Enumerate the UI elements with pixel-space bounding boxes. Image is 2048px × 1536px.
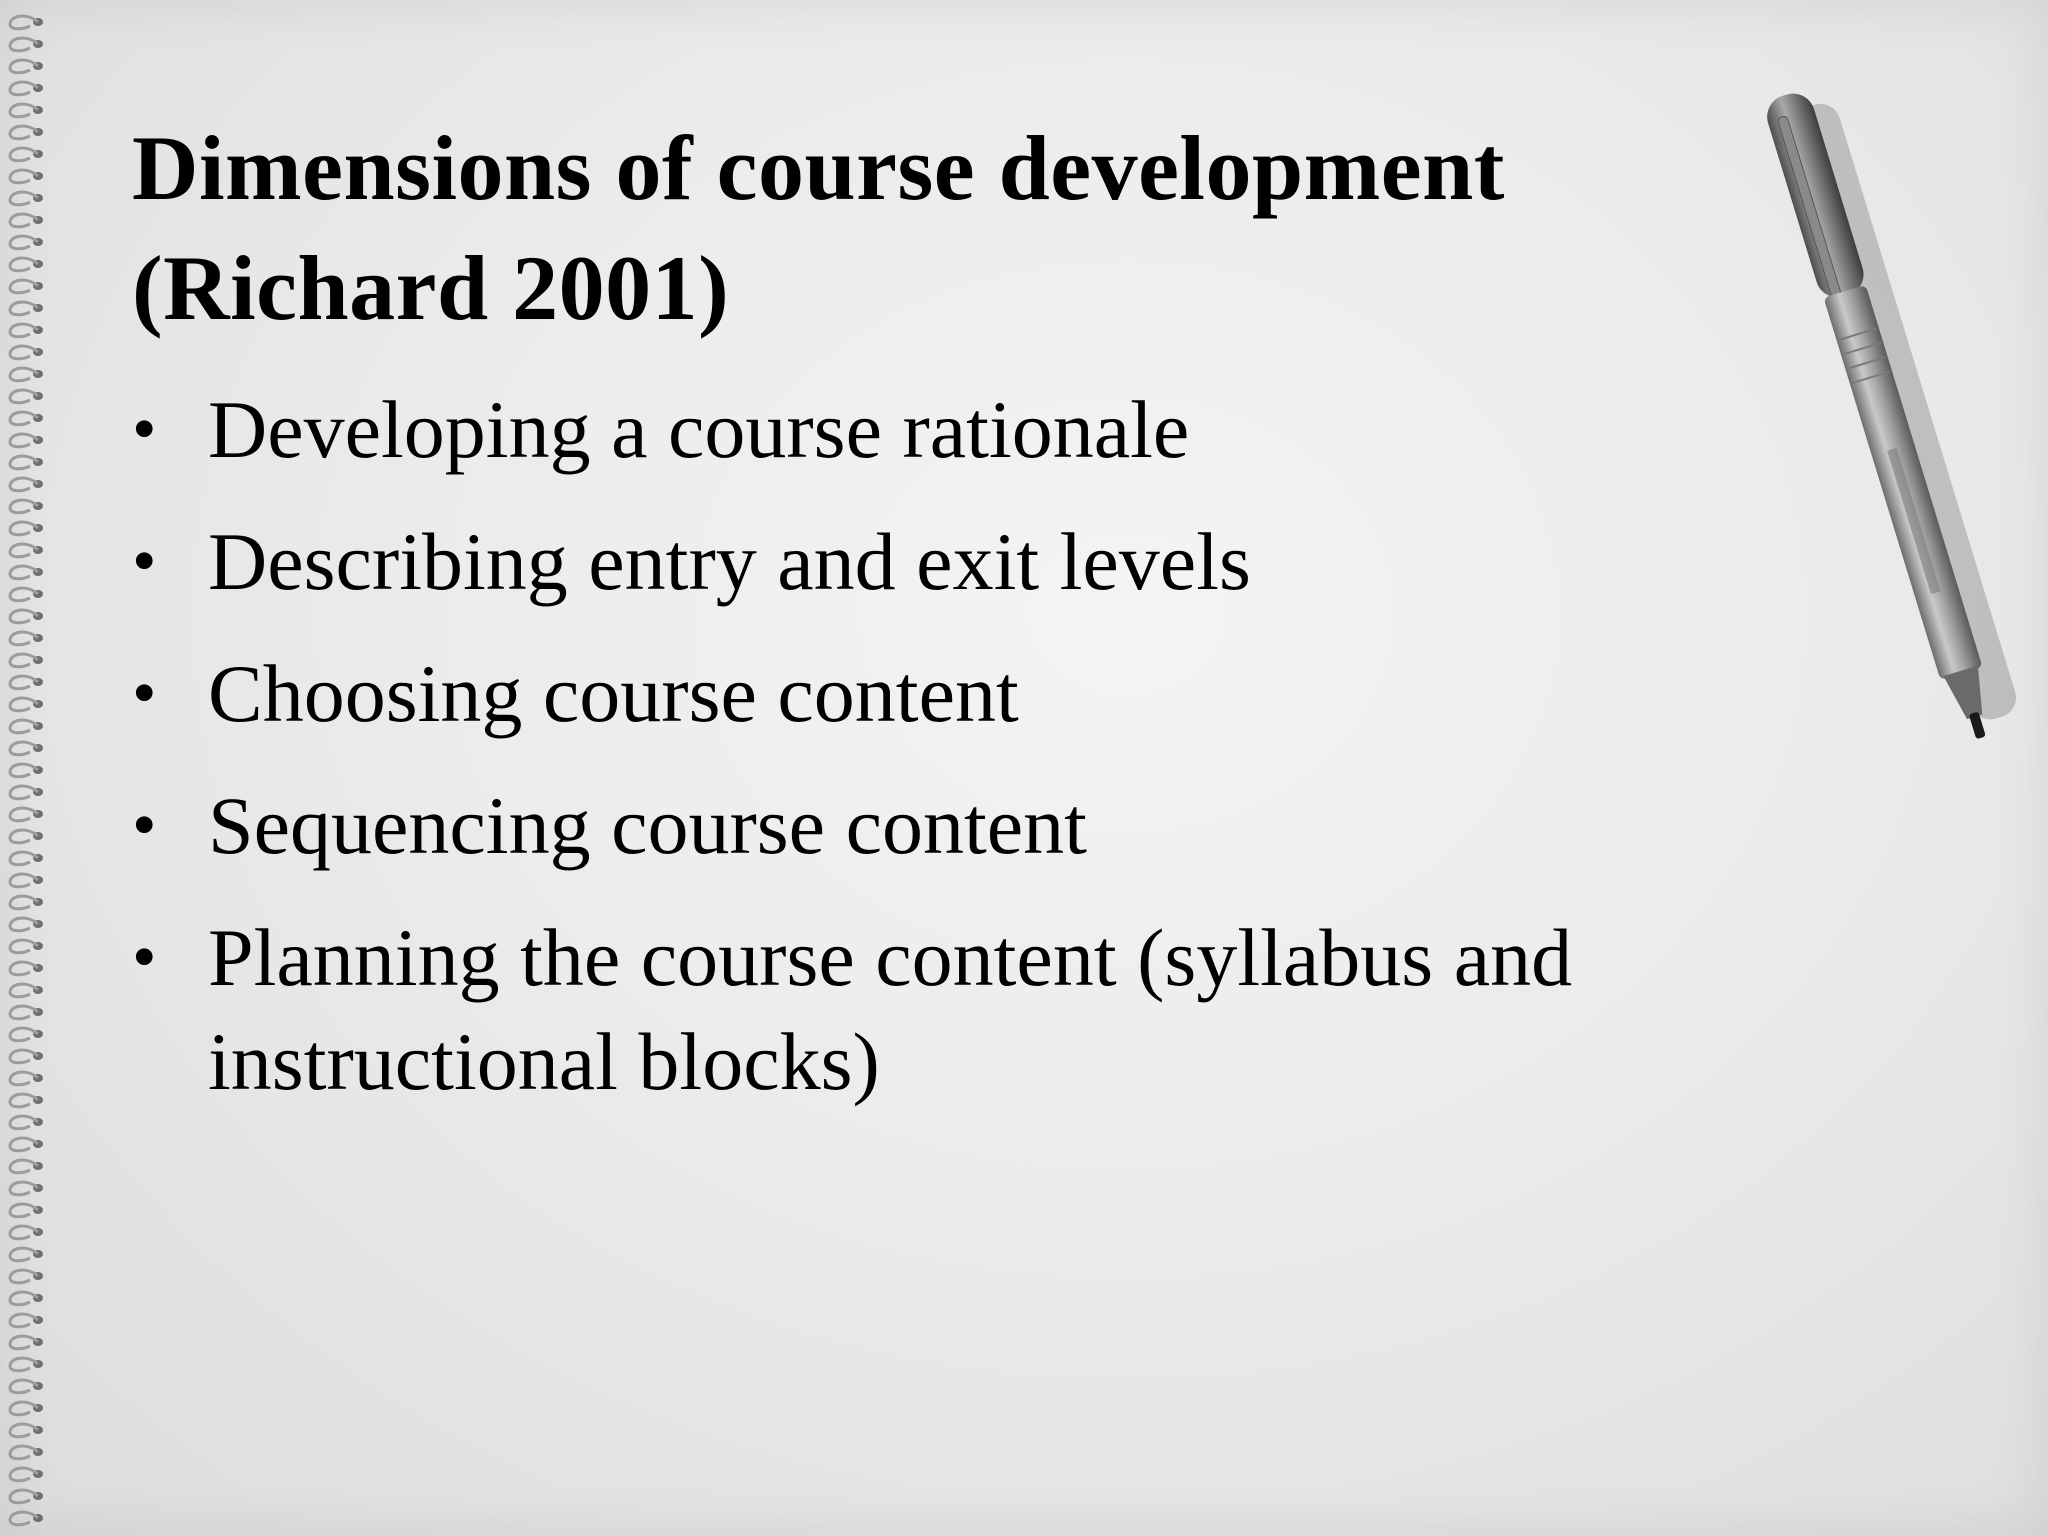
list-item	[132, 906, 1832, 1114]
bullet-text: Choosing course content	[208, 648, 1019, 739]
list-item	[132, 378, 1832, 482]
bullet-marker: •	[132, 919, 157, 996]
bullet-text: Planning the course content (syllabus and instructional blocks)	[208, 912, 1573, 1107]
list-item	[132, 510, 1832, 614]
bullet-list	[132, 378, 1832, 1142]
bullet-marker: •	[132, 655, 157, 732]
bullet-marker: •	[132, 391, 157, 468]
bullet-marker: •	[132, 523, 157, 600]
bullet-text: Developing a course rationale	[208, 384, 1190, 475]
list-item	[132, 774, 1832, 878]
pen-icon	[1720, 70, 2048, 770]
bullet-text: Describing entry and exit levels	[208, 516, 1251, 607]
bullet-marker: •	[132, 787, 157, 864]
slide-title: Dimensions of course development (Richard 2001)	[132, 117, 1505, 339]
spiral-binding-icon	[4, 8, 56, 1528]
bullet-text: Sequencing course content	[208, 780, 1087, 871]
list-item	[132, 642, 1832, 746]
